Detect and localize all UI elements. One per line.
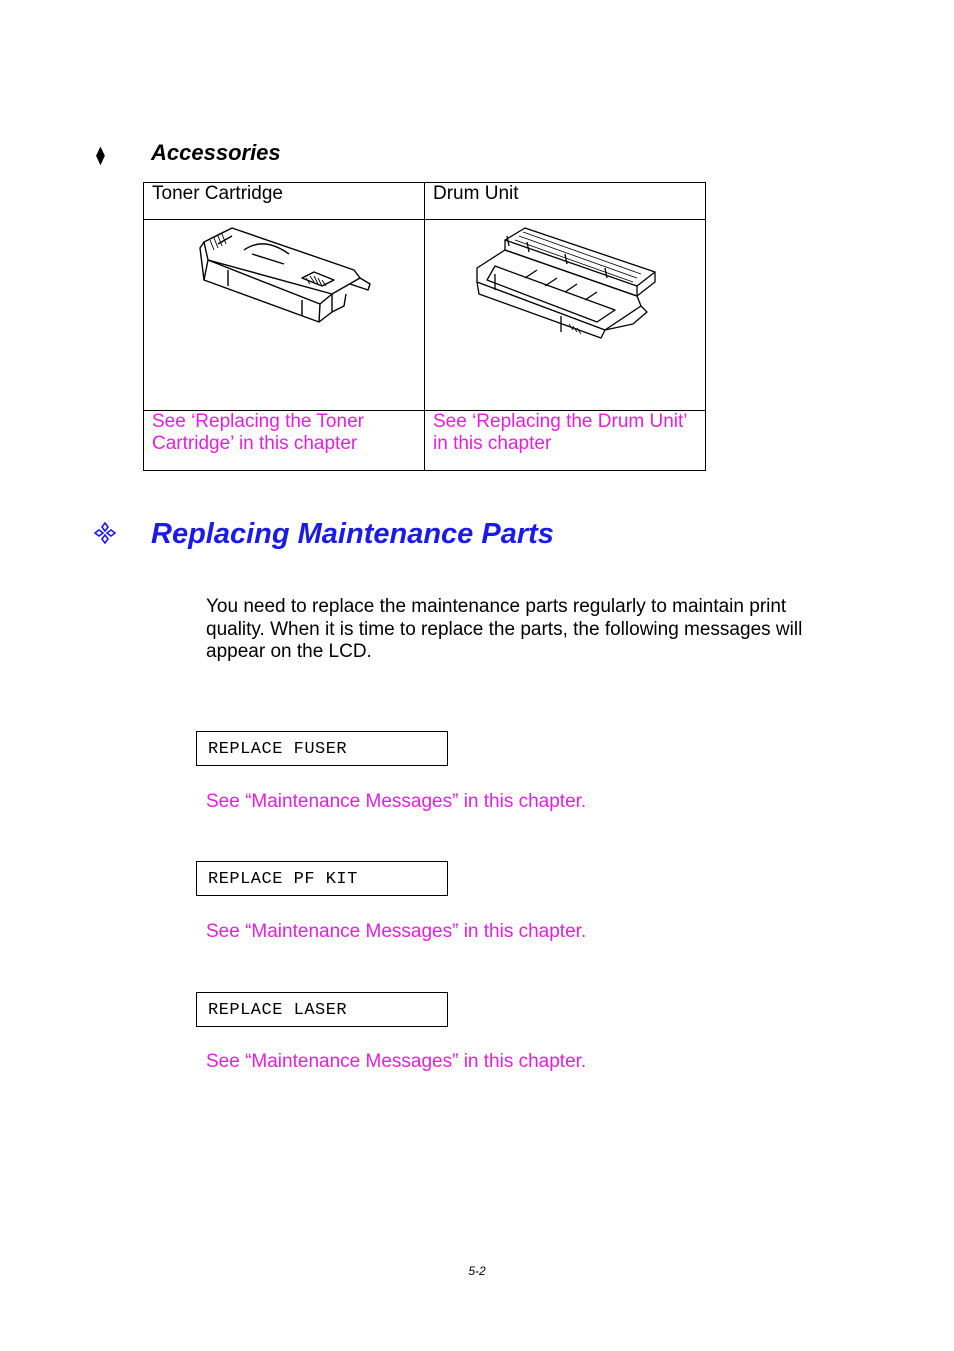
drum-unit-header: Drum Unit — [425, 183, 706, 220]
diamond-bullet-icon: ⧫ — [96, 145, 105, 165]
lcd-message-replace-pf-kit: REPLACE PF KIT — [196, 861, 448, 896]
accessories-heading: Accessories — [151, 140, 281, 165]
section-title: Replacing Maintenance Parts — [151, 518, 554, 550]
page-number: 5-2 — [468, 1264, 486, 1278]
table-image-row — [144, 220, 706, 411]
toner-cartridge-header: Toner Cartridge — [144, 183, 425, 220]
maintenance-messages-link[interactable]: See “Maintenance Messages” in this chapter. — [206, 921, 587, 942]
table-link-row — [144, 411, 706, 471]
lcd-message-replace-laser: REPLACE LASER — [196, 992, 448, 1027]
drum-unit-cell — [425, 220, 706, 411]
maintenance-messages-link[interactable]: See “Maintenance Messages” in this chapter. — [206, 791, 587, 812]
drum-unit-link[interactable]: See ‘Replacing the Drum Unit’ in this chapter — [425, 411, 706, 471]
maintenance-messages-link[interactable]: See “Maintenance Messages” in this chapter. — [206, 1051, 587, 1072]
intro-paragraph: You need to replace the maintenance parts regularly to maintain print quality. When it is time to replace the parts, the following messages will appear on the LCD. — [206, 596, 803, 662]
four-diamond-bullet-icon — [94, 522, 116, 549]
table-header-row — [144, 183, 706, 220]
toner-cartridge-cell — [144, 220, 425, 411]
drum-unit-illustration — [465, 220, 665, 340]
lcd-message-replace-fuser: REPLACE FUSER — [196, 731, 448, 766]
toner-cartridge-link[interactable]: See ‘Replacing the Toner Cartridge’ in this chapter — [144, 411, 425, 471]
accessories-table — [143, 182, 706, 471]
toner-cartridge-illustration — [184, 220, 384, 330]
